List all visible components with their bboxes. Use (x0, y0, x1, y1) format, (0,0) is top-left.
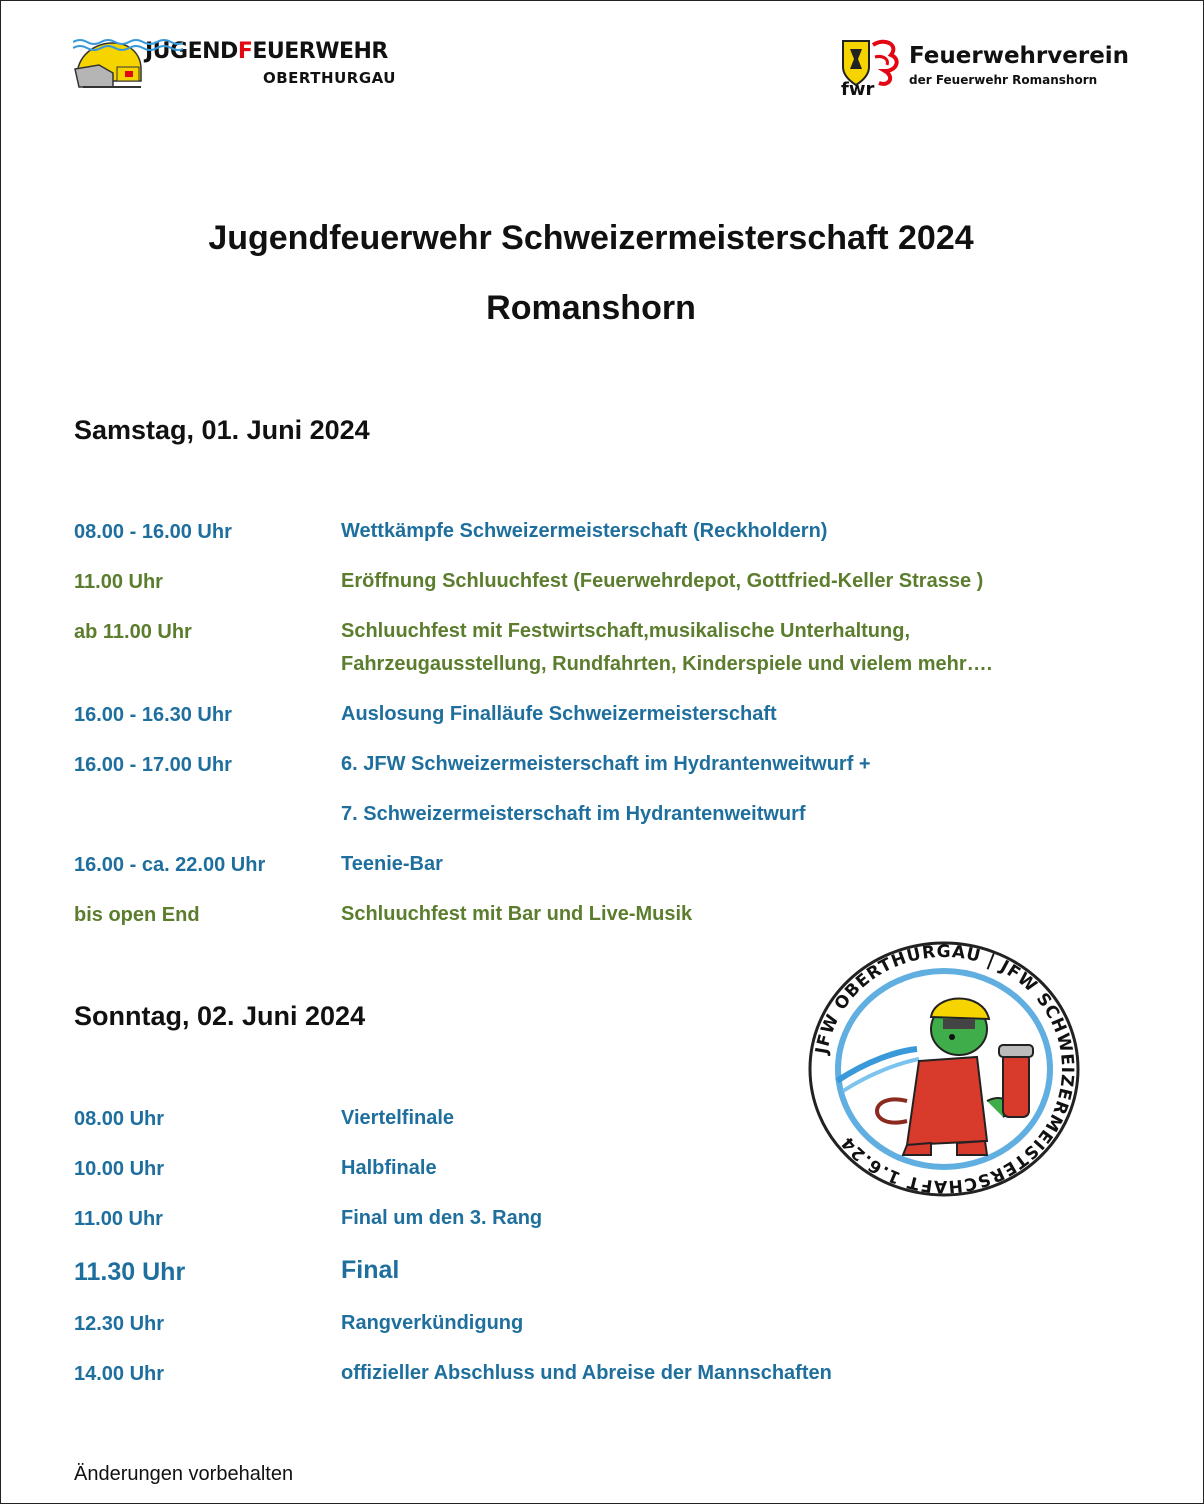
schedule-time: 16.00 - 16.30 Uhr (74, 704, 232, 726)
page-title: Jugendfeuerwehr Schweizermeisterschaft 2024 (208, 219, 974, 257)
schedule-time: 10.00 Uhr (74, 1158, 165, 1180)
association-subtitle: der Feuerwehr Romanshorn (909, 73, 1098, 87)
fwr-mark-text: fwr (841, 79, 875, 97)
schedule-description: Teenie-Bar (341, 853, 443, 875)
schedule-time: 08.00 Uhr (74, 1108, 165, 1130)
schedule-description: Rangverkündigung (341, 1312, 524, 1334)
badge-ring-text: JFW OBERTHURGAU | JFW SCHWEIZERMEISTERSCHAFT 1.6.24 (812, 941, 1078, 1197)
schedule-description: Viertelfinale (341, 1107, 455, 1129)
feuerwehrverein-logo (839, 37, 1139, 97)
schedule-time: 11.00 Uhr (74, 1208, 163, 1230)
schedule-description: Schluuchfest mit Bar und Live-Musik (341, 903, 693, 925)
schedule-time: 11.30 Uhr (74, 1258, 186, 1286)
schedule-description: Halbfinale (341, 1157, 437, 1179)
logo-region: OBERTHURGAU (263, 69, 396, 87)
schedule-time: 16.00 - 17.00 Uhr (74, 754, 232, 776)
schedule-description: 7. Schweizermeisterschaft im Hydrantenweitwurf (341, 803, 806, 825)
schedule-description: Wettkämpfe Schweizermeisterschaft (Reckholdern) (341, 520, 828, 542)
schedule-time: ab 11.00 Uhr (74, 621, 192, 643)
schedule-time: 16.00 - ca. 22.00 Uhr (74, 854, 266, 876)
schedule-time: 12.30 Uhr (74, 1313, 165, 1335)
association-name: Feuerwehrverein (909, 43, 1130, 69)
schedule-description: Final (341, 1256, 400, 1284)
jugendfeuerwehr-logo (73, 37, 403, 97)
fwr-emblem-icon (839, 37, 903, 97)
day-heading-sunday: Sonntag, 02. Juni 2024 (74, 1001, 366, 1031)
schedule-time: 08.00 - 16.00 Uhr (74, 521, 232, 543)
footer-note: Änderungen vorbehalten (74, 1463, 294, 1485)
day-heading-saturday: Samstag, 01. Juni 2024 (74, 415, 370, 445)
schedule-description: Eröffnung Schluuchfest (Feuerwehrdepot, Gottfried-Keller Strasse ) (341, 570, 984, 592)
schedule-description-continued: Fahrzeugausstellung, Rundfahrten, Kinderspiele und vielem mehr…. (341, 653, 993, 675)
schedule-description: Final um den 3. Rang (341, 1207, 543, 1229)
schedule-time: bis open End (74, 904, 200, 926)
schedule-description: Schluuchfest mit Festwirtschaft,musikalische Unterhaltung, (341, 620, 911, 642)
schedule-description: offizieller Abschluss und Abreise der Mannschaften (341, 1362, 832, 1384)
page-subtitle: Romanshorn (486, 289, 696, 327)
schedule-description: 6. JFW Schweizermeisterschaft im Hydrantenweitwurf + (341, 753, 871, 775)
championship-badge-icon (807, 941, 1081, 1197)
schedule-time: 11.00 Uhr (74, 571, 163, 593)
schedule-description: Auslosung Finalläufe Schweizermeisterschaft (341, 703, 777, 725)
logo-wordmark: JUGENDFEUERWEHR (145, 39, 388, 64)
schedule-time: 14.00 Uhr (74, 1363, 165, 1385)
water-waves-icon (73, 37, 183, 55)
